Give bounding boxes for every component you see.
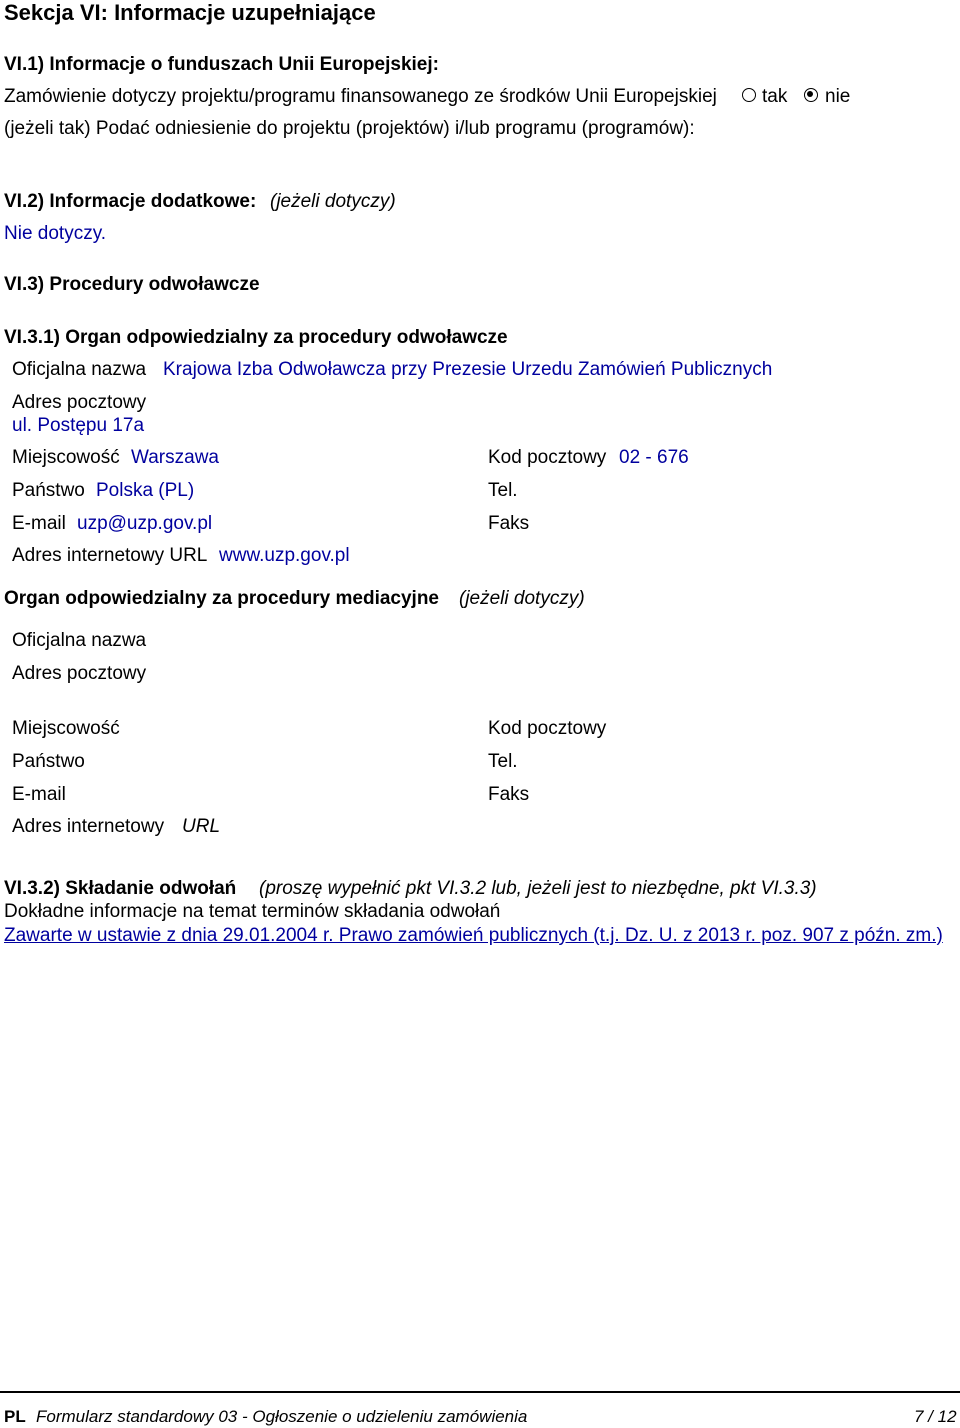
vi32-heading: VI.3.2) Składanie odwołań [4, 878, 237, 899]
url-label: Adres internetowy URL [12, 545, 208, 566]
vi1-heading: VI.1) Informacje o funduszach Unii Europejskiej: [4, 54, 439, 75]
vi2-qualifier: (jeżeli dotyczy) [270, 191, 396, 212]
mediation-url-label: Adres internetowy [12, 816, 165, 837]
official-name-label: Oficjalna nazwa [12, 359, 147, 380]
mediation-country-label: Państwo [12, 751, 85, 772]
country-value: Polska (PL) [96, 480, 195, 501]
radio-tak-label: tak [762, 86, 788, 107]
appeal-details-label: Dokładne informacje na temat terminów składania odwołań [4, 901, 501, 922]
mediation-qualifier: (jeżeli dotyczy) [459, 588, 585, 609]
mediation-tel-label: Tel. [488, 751, 518, 772]
country-label: Państwo [12, 480, 85, 501]
city-value: Warszawa [131, 447, 219, 468]
mediation-heading: Organ odpowiedzialny za procedury mediacyjne [4, 588, 439, 609]
email-label: E-mail [12, 513, 66, 534]
fax-label: Faks [488, 513, 530, 534]
mediation-city-label: Miejscowość [12, 718, 120, 739]
mediation-email-label: E-mail [12, 784, 66, 805]
city-label: Miejscowość [12, 447, 120, 468]
radio-tak[interactable] [742, 88, 756, 102]
radio-nie[interactable] [804, 88, 818, 102]
postal-address-label: Adres pocztowy [12, 392, 147, 413]
eu-funds-question: Zamówienie dotyczy projektu/programu finansowanego ze środków Unii Europejskiej [4, 86, 717, 107]
vi32-qualifier: (proszę wypełnić pkt VI.3.2 lub, jeżeli jest to niezbędne, pkt VI.3.3) [259, 878, 817, 899]
url-value[interactable]: www.uzp.gov.pl [219, 545, 350, 566]
vi2-heading: VI.2) Informacje dodatkowe: [4, 191, 257, 212]
mediation-postcode-label: Kod pocztowy [488, 718, 607, 739]
footer-divider [0, 1391, 960, 1393]
tel-label: Tel. [488, 480, 518, 501]
appeal-details-value: Zawarte w ustawie z dnia 29.01.2004 r. Prawo zamówień publicznych (t.j. Dz. U. z 2013 r. poz. 907 z późn. zm.) [4, 925, 943, 946]
footer-form-name: Formularz standardowy 03 - Ogłoszenie o udzieleniu zamówienia [36, 1407, 528, 1426]
postcode-label: Kod pocztowy [488, 447, 607, 468]
mediation-fax-label: Faks [488, 784, 530, 805]
postcode-value: 02 - 676 [619, 447, 689, 468]
vi31-heading: VI.3.1) Organ odpowiedzialny za procedury odwoławcze [4, 327, 508, 348]
postal-address-value: ul. Postępu 17a [12, 415, 145, 436]
vi3-heading: VI.3) Procedury odwoławcze [4, 274, 260, 295]
section-title: Sekcja VI: Informacje uzupełniające [4, 0, 376, 25]
footer-page-number: 7 / 12 [914, 1407, 957, 1426]
eu-project-reference-label: (jeżeli tak) Podać odniesienie do projektu (projektów) i/lub programu (programów): [4, 118, 695, 139]
vi2-value: Nie dotyczy. [4, 223, 107, 244]
official-name-value: Krajowa Izba Odwoławcza przy Prezesie Urzedu Zamówień Publicznych [163, 359, 773, 380]
email-value[interactable]: uzp@uzp.gov.pl [77, 513, 213, 534]
mediation-official-name-label: Oficjalna nazwa [12, 630, 147, 651]
footer-lang: PL [4, 1407, 26, 1426]
mediation-postal-address-label: Adres pocztowy [12, 663, 147, 684]
mediation-url-italic: URL [182, 816, 221, 837]
radio-nie-label: nie [825, 86, 851, 107]
